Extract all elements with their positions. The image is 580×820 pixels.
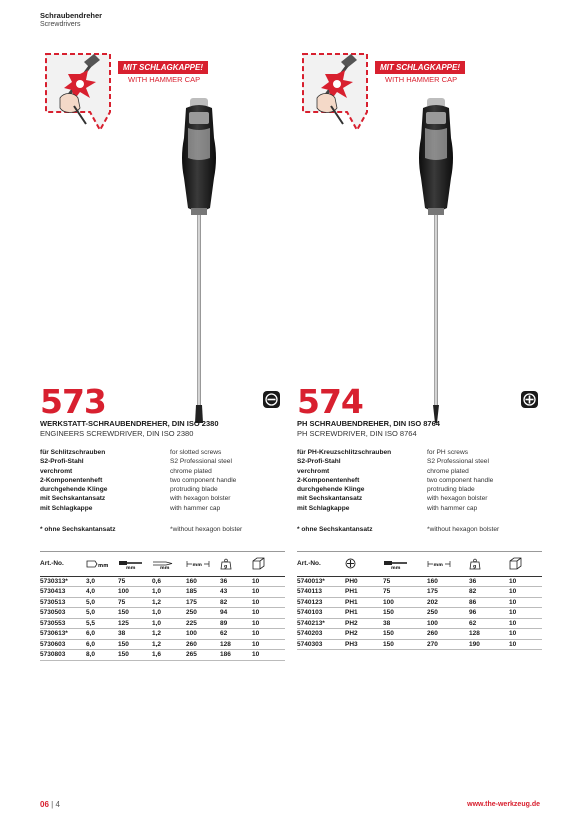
table-cell: 8,0 — [86, 650, 118, 661]
table-cell: 75 — [383, 576, 427, 587]
svg-text:mm: mm — [160, 565, 170, 569]
feature-de: für Schlitzschrauben — [40, 449, 106, 456]
footnote — [297, 526, 542, 533]
table-cell: 1,6 — [152, 650, 186, 661]
table-cell: 1,2 — [152, 597, 186, 608]
feature-en: for slotted screws — [170, 449, 222, 456]
feature-item — [297, 476, 542, 485]
table-cell: 10 — [252, 608, 285, 619]
table-cell: 36 — [220, 576, 252, 587]
table-row — [40, 587, 285, 598]
table-cell: 10 — [509, 639, 542, 650]
table-row — [40, 597, 285, 608]
table-cell: 190 — [469, 639, 509, 650]
table-row — [40, 650, 285, 661]
table-cell: 1,2 — [152, 629, 186, 640]
table-cell: 62 — [220, 629, 252, 640]
table-cell: 89 — [220, 618, 252, 629]
table-cell: 62 — [469, 618, 509, 629]
table-cell: 75 — [383, 587, 427, 598]
article-number: 5730553 — [40, 618, 86, 629]
total-length-icon — [186, 552, 220, 576]
table-cell: 100 — [186, 629, 220, 640]
table-cell: 4,0 — [86, 587, 118, 598]
feature-item — [40, 467, 285, 476]
article-number: 5740113 — [297, 587, 345, 598]
table-cell: 150 — [383, 608, 427, 619]
table-cell: 10 — [252, 618, 285, 629]
hammer-cap-label-en: WITH HAMMER CAP — [128, 75, 201, 84]
blade-thickness-icon — [152, 552, 186, 576]
article-number: 5730803 — [40, 650, 86, 661]
header-title-de: Schraubendreher — [40, 11, 103, 20]
table-cell: 94 — [220, 608, 252, 619]
feature-de: 2-Komponentenheft — [40, 476, 103, 484]
svg-text:mm: mm — [391, 565, 401, 569]
feature-de: mit Sechskantansatz — [297, 495, 363, 503]
table-cell: 82 — [469, 587, 509, 598]
table-cell: 1,2 — [152, 639, 186, 650]
table-row — [40, 608, 285, 619]
feature-de: mit Schlagkappe — [297, 504, 350, 512]
table-cell: 150 — [118, 608, 152, 619]
table-cell: 75 — [118, 576, 152, 587]
table-cell: 250 — [427, 608, 469, 619]
svg-text:g: g — [224, 564, 228, 570]
table-cell: 10 — [509, 629, 542, 640]
footnote-de: * ohne Sechskantansatz — [297, 526, 373, 533]
table-cell: 10 — [509, 587, 542, 598]
feature-de: verchromt — [297, 467, 330, 475]
table-cell: PH1 — [345, 597, 383, 608]
feature-en: two component handle — [427, 476, 494, 484]
feature-en: chrome plated — [170, 467, 212, 475]
table-row — [40, 576, 285, 587]
package-qty-icon — [509, 552, 542, 576]
table-cell: 0,6 — [152, 576, 186, 587]
table-cell: 1,0 — [152, 587, 186, 598]
feature-de: durchgehende Klinge — [297, 486, 365, 494]
page-number-value: 06 — [40, 800, 49, 809]
table-cell: 186 — [220, 650, 252, 661]
table-cell: PH2 — [345, 629, 383, 640]
feature-de: durchgehende Klinge — [40, 486, 108, 494]
article-number: 5730513 — [40, 597, 86, 608]
table-cell: 125 — [118, 618, 152, 629]
feature-en: S2 Professional steel — [170, 458, 232, 466]
product-574 — [297, 50, 542, 690]
table-cell: PH1 — [345, 608, 383, 619]
table-cell: 150 — [383, 639, 427, 650]
article-number: 5740103 — [297, 608, 345, 619]
table-row — [40, 618, 285, 629]
footnote — [40, 526, 285, 533]
table-cell: 1,0 — [152, 608, 186, 619]
table-cell: PH0 — [345, 576, 383, 587]
article-number: 5730313* — [40, 576, 86, 587]
col-art-no: Art.-No. — [40, 552, 86, 576]
feature-item — [40, 448, 285, 457]
hammer-cap-icon — [40, 50, 122, 135]
feature-en: two component handle — [170, 476, 237, 484]
product-573 — [40, 50, 285, 690]
page-header — [40, 11, 102, 28]
weight-icon — [220, 552, 252, 576]
feature-en: protruding blade — [170, 486, 218, 494]
feature-list — [40, 448, 285, 513]
feature-de: S2-Profi-Stahl — [297, 458, 341, 466]
table-row — [297, 597, 542, 608]
table-cell: 175 — [427, 587, 469, 598]
phillips-screwdriver-image — [411, 98, 471, 428]
table-cell: 10 — [252, 587, 285, 598]
feature-en: protruding blade — [427, 486, 475, 494]
feature-de: 2-Komponentenheft — [297, 476, 360, 484]
table-cell: 150 — [118, 639, 152, 650]
table-cell: 38 — [118, 629, 152, 640]
product-title-de: WERKSTATT-SCHRAUBENDREHER, DIN ISO 2380 — [40, 419, 219, 428]
table-cell: 10 — [252, 639, 285, 650]
feature-en: with hammer cap — [427, 504, 478, 512]
table-cell: 260 — [427, 629, 469, 640]
table-cell: 82 — [220, 597, 252, 608]
footnote-en: *without hexagon bolster — [427, 526, 500, 533]
hammer-cap-badge — [297, 50, 507, 135]
feature-item — [297, 485, 542, 494]
table-cell: 10 — [509, 597, 542, 608]
slotted-screwdriver-image — [174, 98, 234, 428]
table-cell: 1,0 — [152, 618, 186, 629]
table-cell: 5,5 — [86, 618, 118, 629]
hammer-cap-icon — [297, 50, 379, 135]
table-cell: 86 — [469, 597, 509, 608]
table-row — [297, 576, 542, 587]
table-cell: 128 — [220, 639, 252, 650]
table-row — [297, 639, 542, 650]
feature-item — [297, 457, 542, 466]
hammer-cap-label-de: MIT SCHLAGKAPPE! — [118, 61, 208, 74]
svg-text:mm: mm — [126, 565, 136, 569]
feature-en: with hexagon bolster — [427, 495, 488, 503]
table-cell: 160 — [427, 576, 469, 587]
table-row — [297, 608, 542, 619]
hammer-cap-label-de: MIT SCHLAGKAPPE! — [375, 61, 465, 74]
hammer-cap-label-en: WITH HAMMER CAP — [385, 75, 458, 84]
slotted-icon — [263, 391, 280, 408]
feature-de: mit Schlagkappe — [40, 504, 93, 512]
weight-icon — [469, 552, 509, 576]
feature-item — [40, 504, 285, 513]
svg-text:g: g — [473, 564, 477, 570]
table-row — [40, 639, 285, 650]
table-cell: 75 — [118, 597, 152, 608]
feature-de: S2-Profi-Stahl — [40, 458, 84, 466]
table-cell: 6,0 — [86, 639, 118, 650]
table-cell: 10 — [252, 629, 285, 640]
article-number: 5730613* — [40, 629, 86, 640]
table-row — [297, 587, 542, 598]
feature-item — [297, 467, 542, 476]
table-cell: 270 — [427, 639, 469, 650]
total-length-icon — [427, 552, 469, 576]
table-cell: 3,0 — [86, 576, 118, 587]
article-number: 5730603 — [40, 639, 86, 650]
feature-de: für PH-Kreuzschlitzschrauben — [297, 449, 392, 456]
blade-length-icon — [118, 552, 152, 576]
product-title-en: PH SCREWDRIVER, DIN ISO 8764 — [297, 429, 417, 438]
svg-text:mm: mm — [433, 562, 443, 568]
table-cell: 185 — [186, 587, 220, 598]
feature-en: chrome plated — [427, 467, 469, 475]
table-cell: 5,0 — [86, 597, 118, 608]
feature-item — [297, 448, 542, 457]
table-cell: 225 — [186, 618, 220, 629]
svg-text:mm: mm — [192, 562, 202, 568]
feature-en: S2 Professional steel — [427, 458, 489, 466]
package-qty-icon — [252, 552, 285, 576]
table-cell: PH3 — [345, 639, 383, 650]
footnote-de: * ohne Sechskantansatz — [40, 526, 116, 533]
table-cell: 128 — [469, 629, 509, 640]
article-number: 5740303 — [297, 639, 345, 650]
feature-en: with hexagon bolster — [170, 495, 231, 503]
article-number: 5740213* — [297, 618, 345, 629]
table-cell: 100 — [118, 587, 152, 598]
table-row — [297, 629, 542, 640]
model-number: 573 — [40, 382, 106, 421]
table-cell: 160 — [186, 576, 220, 587]
table-cell: 100 — [383, 597, 427, 608]
feature-item — [40, 457, 285, 466]
section-number: 4 — [55, 800, 60, 809]
table-cell: 96 — [469, 608, 509, 619]
feature-de: verchromt — [40, 467, 73, 475]
article-number: 5740203 — [297, 629, 345, 640]
article-table — [40, 551, 285, 661]
table-row — [40, 629, 285, 640]
article-table — [297, 551, 542, 650]
table-row — [297, 618, 542, 629]
table-cell: 6,0 — [86, 629, 118, 640]
feature-item — [40, 485, 285, 494]
table-cell: 10 — [252, 597, 285, 608]
svg-text:mm: mm — [98, 562, 108, 569]
article-number: 5730413 — [40, 587, 86, 598]
table-cell: 36 — [469, 576, 509, 587]
footnote-en: *without hexagon bolster — [170, 526, 243, 533]
feature-item — [40, 494, 285, 503]
feature-item — [297, 504, 542, 513]
article-number: 5740013* — [297, 576, 345, 587]
table-cell: 10 — [509, 608, 542, 619]
table-cell: 100 — [427, 618, 469, 629]
feature-item — [40, 476, 285, 485]
feature-list — [297, 448, 542, 513]
product-title-en: ENGINEERS SCREWDRIVER, DIN ISO 2380 — [40, 429, 194, 438]
header-title-en: Screwdrivers — [40, 21, 81, 28]
table-cell: 10 — [252, 650, 285, 661]
product-title-de: PH SCHRAUBENDREHER, DIN ISO 8764 — [297, 419, 440, 428]
article-number: 5730503 — [40, 608, 86, 619]
website-link[interactable]: www.the-werkzeug.de — [467, 801, 540, 808]
page-number: 06 | 4 — [40, 800, 60, 809]
feature-en: for PH screws — [427, 449, 469, 456]
feature-en: with hammer cap — [170, 504, 221, 512]
phillips-icon — [521, 391, 538, 408]
table-cell: PH1 — [345, 587, 383, 598]
table-cell: 5,0 — [86, 608, 118, 619]
table-cell: PH2 — [345, 618, 383, 629]
table-cell: 10 — [509, 618, 542, 629]
table-cell: 10 — [252, 576, 285, 587]
table-cell: 250 — [186, 608, 220, 619]
feature-de: mit Sechskantansatz — [40, 495, 106, 503]
table-cell: 150 — [118, 650, 152, 661]
blade-width-icon — [86, 552, 118, 576]
model-number: 574 — [297, 382, 363, 421]
table-cell: 43 — [220, 587, 252, 598]
table-cell: 150 — [383, 629, 427, 640]
blade-length-icon — [383, 552, 427, 576]
table-cell: 265 — [186, 650, 220, 661]
phillips-size-icon — [345, 552, 383, 576]
feature-item — [297, 494, 542, 503]
col-art-no: Art.-No. — [297, 552, 345, 576]
table-cell: 175 — [186, 597, 220, 608]
article-number: 5740123 — [297, 597, 345, 608]
table-cell: 202 — [427, 597, 469, 608]
table-cell: 38 — [383, 618, 427, 629]
table-cell: 10 — [509, 576, 542, 587]
table-cell: 260 — [186, 639, 220, 650]
